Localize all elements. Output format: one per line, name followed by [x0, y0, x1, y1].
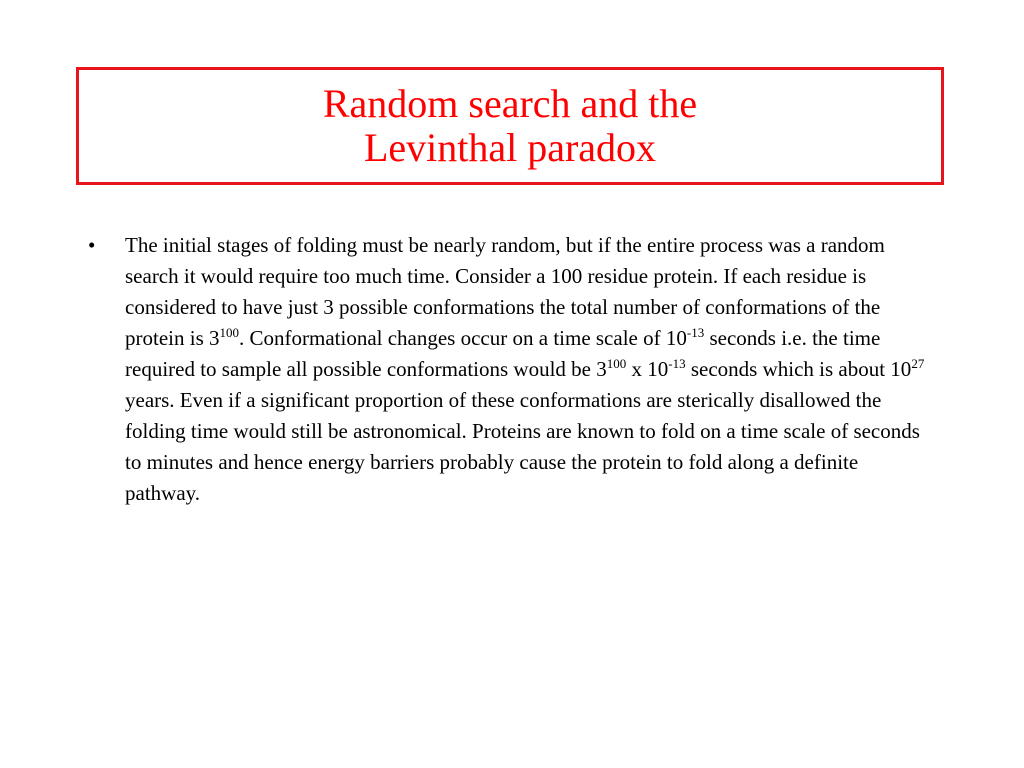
text-segment: x 10 — [626, 357, 669, 381]
slide-content — [88, 230, 938, 509]
superscript: 100 — [219, 325, 239, 340]
superscript: 100 — [606, 356, 627, 371]
bullet-icon: • — [88, 233, 96, 257]
text-segment: The initial stages of folding must be nearly random, but if the entire process was a random search it would require too much time. Consider a 100 residue protein. If each residue is considered to have just 3 possible conformations the total number of conformations of the protein is 3 — [125, 233, 885, 350]
bullet-item — [88, 230, 938, 509]
text-segment: seconds i.e. the time required to sample all possible conformations would be 3 — [125, 326, 881, 381]
text-segment: seconds which is about 10 — [685, 357, 912, 381]
text-segment: years. Even if a significant proportion of these conformations are sterically disallowed the folding time would still be astronomical. Proteins are known to fold on a time scale of seconds to minutes and hence energy barriers probably cause the protein to fold along a definite pathway. — [125, 388, 920, 505]
slide-title-line-2: Levinthal paradox — [363, 125, 657, 170]
title-box — [76, 67, 944, 185]
superscript: 27 — [911, 356, 925, 371]
superscript: -13 — [686, 325, 705, 340]
superscript: -13 — [668, 356, 686, 371]
slide-title-line-1: Random search and the — [322, 81, 698, 126]
bullet-text — [125, 230, 935, 509]
text-segment: . Conformational changes occur on a time scale of 10 — [239, 326, 687, 350]
